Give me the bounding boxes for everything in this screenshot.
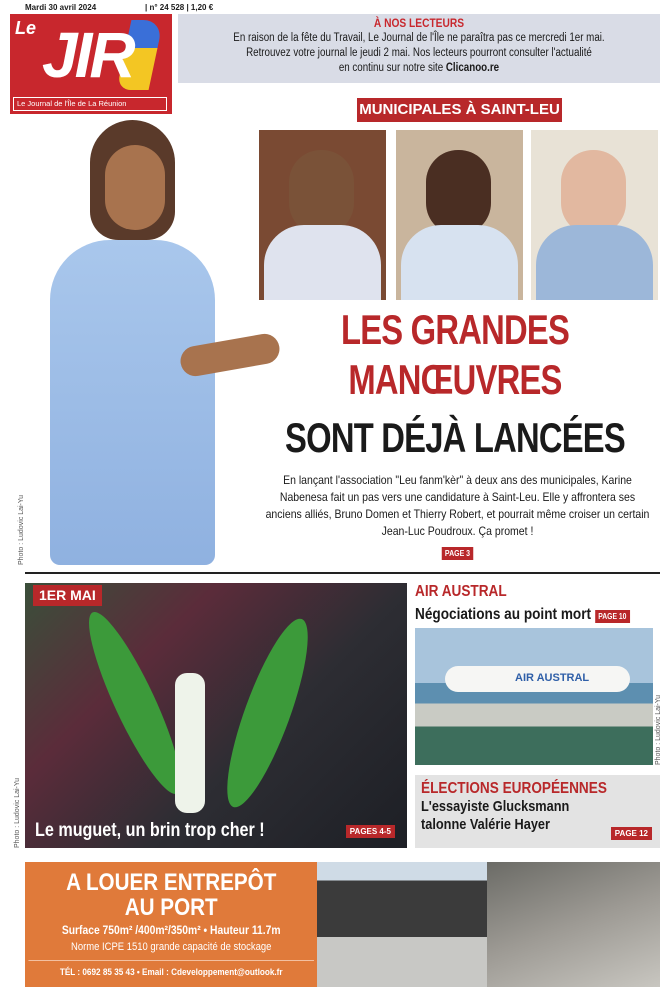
divider <box>28 960 314 961</box>
muguet-story[interactable] <box>25 583 407 848</box>
europeennes-story[interactable] <box>415 775 660 848</box>
headline-line: SONT DÉJÀ LANCÉES <box>285 414 625 461</box>
ad-norme: Norme ICPE 1510 grande capacité de stockage <box>71 941 272 953</box>
jean-luc-poudroux-photo <box>531 130 658 300</box>
lead-text: En lançant l'association "Leu fanm'kèr" à deux ans des municipales, Karine Nabenesa fait un pas vers une candidature à Saint-Leu. Elle y affrontera ses anciens alliés, Bruno Domen et Thierry Robert, et pourrait même croiser un certain Jean-Luc Poudroux. Ça promet ! <box>265 473 650 538</box>
headline-line: LES GRANDES <box>340 306 570 353</box>
page-ref[interactable]: PAGE 10 <box>595 610 630 623</box>
ad-title: AU PORT <box>124 894 218 921</box>
photo-credit: Photo : Ludovic Lai-Yu <box>14 777 21 848</box>
section-tag: MUNICIPALES À SAINT-LEU <box>357 98 562 122</box>
logo-prefix: Le <box>15 18 37 38</box>
logo-text: JIR <box>42 19 133 91</box>
muguet-tag: 1ER MAI <box>33 585 102 606</box>
notice-line: En raison de la fête du Travail, Le Journal de l'Île ne paraîtra pas ce mercredi 1er mai. <box>233 32 605 44</box>
logo-subtitle: Le Journal de l'Île de La Réunion <box>13 97 167 111</box>
jir-logo[interactable] <box>10 14 172 114</box>
lead-paragraph <box>265 472 650 561</box>
warehouse-ad[interactable] <box>25 862 660 987</box>
karine-nabenesa-photo <box>30 120 280 565</box>
ad-surface: Surface 750m² /400m²/350m² • Hauteur 11.7m <box>61 923 281 937</box>
headline-line: MANŒUVRES <box>348 356 562 403</box>
air-austral-kicker: AIR AUSTRAL <box>415 583 507 600</box>
photo-credit: Photo : Ludovic Lai-Yu <box>655 694 662 765</box>
air-austral-title[interactable] <box>415 605 662 624</box>
page-ref[interactable]: PAGES 4-5 <box>346 825 395 838</box>
europeennes-kicker: ÉLECTIONS EUROPÉENNES <box>421 780 607 797</box>
photo-credit: Photo : Ludovic Lai-Yu <box>18 494 25 565</box>
bruno-domen-photo <box>259 130 386 300</box>
ad-title: A LOUER ENTREPÔT <box>66 869 277 896</box>
page-ref[interactable]: PAGE 3 <box>441 547 473 560</box>
title-text: Négociations au point mort <box>415 606 592 623</box>
issue-date: Mardi 30 avril 2024 <box>25 3 97 12</box>
dress <box>50 240 215 565</box>
air-austral-plane-photo <box>415 628 653 765</box>
readers-notice <box>178 14 660 83</box>
thierry-robert-photo <box>396 130 523 300</box>
clicanoo-link[interactable]: Clicanoo.re <box>445 62 500 74</box>
notice-title: À NOS LECTEURS <box>373 16 465 30</box>
europeennes-title: L'essayiste Glucksmann <box>421 798 570 815</box>
ad-contact: TÉL : 0692 85 35 43 • Email : Cdeveloppement@outlook.fr <box>59 967 283 978</box>
europeennes-title: talonne Valérie Hayer <box>421 816 550 833</box>
issue-number-price: | n° 24 528 | 1,20 € <box>145 3 214 12</box>
warehouse-interior-photo <box>487 862 660 987</box>
warehouse-exterior-photo <box>317 862 487 987</box>
muguet-caption: Le muguet, un brin trop cher ! <box>35 820 265 841</box>
divider <box>25 572 660 574</box>
main-headline[interactable] <box>244 305 665 463</box>
face <box>105 145 165 230</box>
plane-logo: AIR AUSTRAL <box>515 672 590 684</box>
notice-line: Retrouvez votre journal le jeudi 2 mai. Nos lecteurs pourront consulter l'actualité <box>246 47 592 59</box>
notice-line: en continu sur notre site <box>338 62 446 74</box>
page-ref[interactable]: PAGE 12 <box>611 827 652 840</box>
